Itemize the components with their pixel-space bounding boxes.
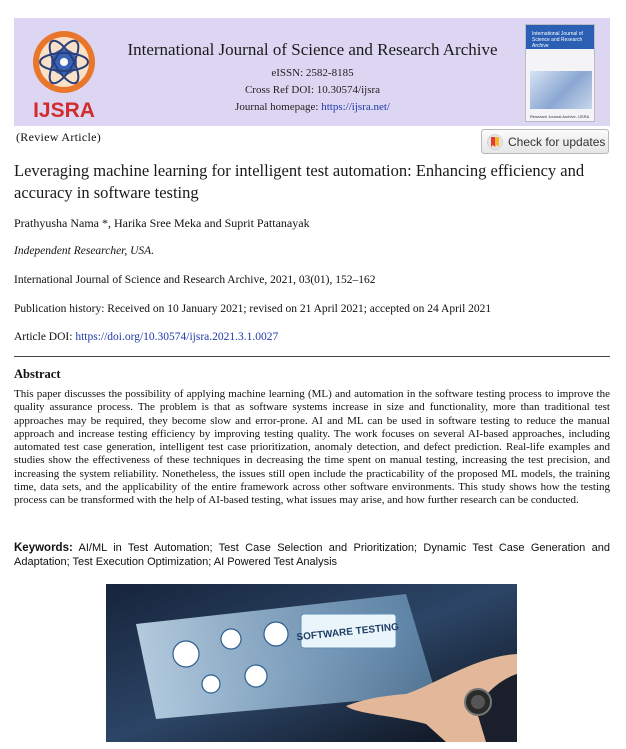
section-divider — [14, 356, 610, 357]
journal-name: International Journal of Science and Research Archive — [127, 40, 498, 59]
crossmark-icon — [487, 134, 503, 150]
cover-image — [530, 71, 592, 109]
keywords-label: Keywords: — [14, 542, 73, 554]
software-testing-caption: SOFTWARE TESTING — [296, 621, 400, 644]
logo-text: IJSRA — [33, 99, 95, 122]
doi-link[interactable]: https://doi.org/10.30574/ijsra.2021.3.1.0027 — [75, 331, 279, 343]
crossref-doi: Cross Ref DOI: 10.30574/ijsra — [244, 84, 381, 96]
doi-label: Article DOI: — [14, 331, 76, 343]
check-for-updates-label: Check for updates — [508, 134, 606, 149]
citation: International Journal of Science and Research Archive, 2021, 03(01), 152–162 — [14, 274, 376, 286]
software-testing-figure — [106, 584, 517, 742]
article-doi — [14, 331, 278, 343]
publication-history: Publication history: Received on 10 January 2021; revised on 21 April 2021; accepted on 24 April 2021 — [14, 303, 492, 315]
authors: Prathyusha Nama *, Harika Sree Meka and Suprit Pattanayak — [14, 216, 310, 230]
keywords-list: AI/ML in Test Automation; Test Case Selection and Prioritization; Dynamic Test Case Generation and Adaptation; Test Execution Optimization; AI Powered Test Analysis — [14, 542, 610, 568]
article-title: Leveraging machine learning for intelligent test automation: Enhancing efficiency and accuracy in software testing — [14, 161, 585, 202]
article-type: (Review Article) — [16, 130, 102, 144]
journal-cover-thumbnail[interactable] — [525, 24, 595, 122]
check-for-updates-button[interactable] — [481, 129, 609, 154]
journal-homepage — [110, 101, 515, 113]
eissn: eISSN: 2582-8185 — [271, 67, 354, 79]
homepage-link[interactable]: https://ijsra.net/ — [321, 101, 390, 113]
abstract-heading: Abstract — [14, 367, 61, 381]
affiliation: Independent Researcher, USA. — [14, 245, 155, 257]
ijsra-logo — [24, 28, 104, 122]
cover-title: International Journal of Science and Research Archive — [532, 31, 583, 49]
keywords — [14, 541, 610, 569]
cover-footer: Research Journal Archive, IJSRA — [530, 114, 590, 119]
homepage-label: Journal homepage: — [235, 101, 322, 113]
abstract-text: This paper discusses the possibility of applying machine learning (ML) and automation in the software testing process to improve the quality assurance process. The problem is that as software systems increase in size and functionality, more than traditional test approaches may be required, they become slow and error-prone. AI and ML can be used in software testing to reduce the manual approach and increase testing efficiency by improving testing quality. The work focuses on several AI-based approaches, including automated test case generation, intelligent test case prioritization, anomaly detection, and defect prediction. Real-life examples and studies show the effectiveness of these techniques in decreasing the time spent on manual testing, increasing the test precision, and increasing the system reliability. Nonetheless, the issues still open include the practicability of the proposed ML models, the training time, data sets, and the applicability of the entire framework across other software environments. This study shows how the testing process can be transformed with the help of AI-based testing, what issues may arise, and how further research can be conducted. — [14, 388, 610, 507]
